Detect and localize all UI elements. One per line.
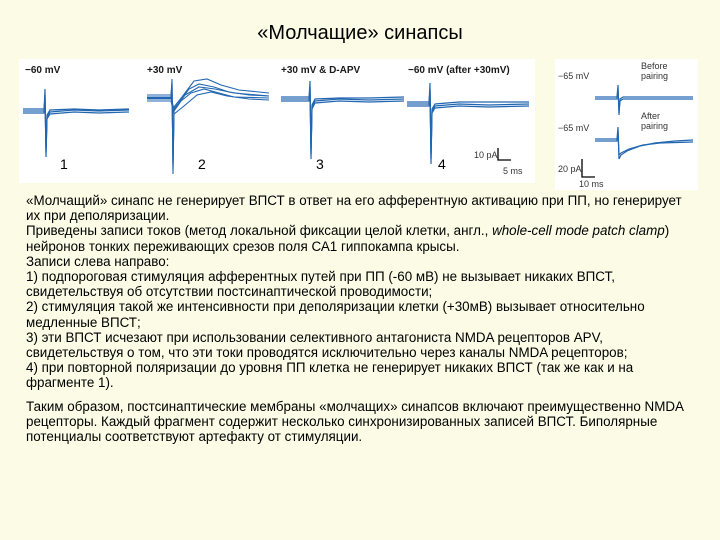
after-pairing-label: After pairing — [641, 111, 669, 131]
pairing-current-label: 20 pA — [558, 164, 582, 174]
before-pairing-label: Before pairing — [641, 61, 669, 81]
trace-2 — [147, 79, 269, 174]
pairing-scale-bar — [582, 159, 595, 177]
paragraph-item-4: 4) при повторной поляризации до уровня ПП клетка не генерирует никаких ВПСТ (так же как и на фрагменте 1). — [26, 360, 634, 391]
body-text — [26, 193, 696, 444]
paragraph-order: Записи слева направо: — [26, 253, 170, 269]
scale-bar — [498, 148, 511, 160]
condition-label-1: −60 mV — [25, 65, 61, 76]
trace-3 — [281, 81, 404, 159]
trace-4 — [407, 83, 529, 164]
condition-label-3: +30 mV & D-APV — [281, 65, 361, 76]
paragraph-method: Приведены записи токов (метод локальной фиксации целой клетки, англ., whole-cell mode patch clamp) нейронов тонких переживающих срезов поля СА1 гиппокампа крысы. — [26, 223, 670, 254]
paragraph-item-1: 1) подпороговая стимуляция афферентных путей при ПП (-60 мВ) не вызывает никаких ВПСТ, свидетельствуя об отсутствии постсинаптической проводимости; — [26, 269, 615, 300]
panel-number-3: 3 — [316, 156, 324, 172]
pairing-time-label: 10 ms — [579, 179, 604, 189]
recordings-traces — [19, 59, 535, 183]
slide-title: «Молчащие» синапсы — [257, 22, 463, 44]
paragraph-intro: «Молчащий» синапс не генерирует ВПСТ в ответ на его афферентную активацию при ПП, но генерирует их при деполяризации. — [26, 193, 682, 224]
condition-label-2: +30 mV — [147, 65, 183, 76]
recordings-figure — [19, 59, 535, 183]
pairing-figure — [555, 59, 698, 190]
condition-label-4: −60 mV (after +30mV) — [408, 65, 510, 76]
trace-1 — [23, 89, 129, 157]
after-pairing-trace — [595, 127, 693, 159]
panel-number-1: 1 — [60, 156, 68, 172]
voltage-label-before: −65 mV — [558, 71, 590, 81]
panel-number-2: 2 — [198, 156, 206, 172]
scale-current-label: 10 pA — [474, 150, 498, 160]
panel-number-4: 4 — [438, 156, 446, 172]
paragraph-item-2: 2) стимуляция такой же интенсивности при деполяризации клетки (+30мВ) вызывает относительно медленные ВПСТ; — [26, 299, 645, 330]
voltage-label-after: −65 mV — [558, 123, 590, 133]
paragraph-item-3: 3) эти ВПСТ исчезают при использовании селективного антагониста NMDA рецепторов APV, свидетельствуя о том, что эти токи проводятся исключительно через каналы NMDA рецепторов; — [26, 329, 628, 361]
paragraph-conclusion: Таким образом, постсинаптические мембраны «молчащих» синапсов включают преимущественно NMDA рецепторы. Каждый фрагмент содержит несколько синхронизированных записей ВПСТ. Биполярные потенциалы соответствуют артефакту от стимуляции. — [26, 398, 684, 445]
scale-time-label: 5 ms — [503, 166, 523, 176]
